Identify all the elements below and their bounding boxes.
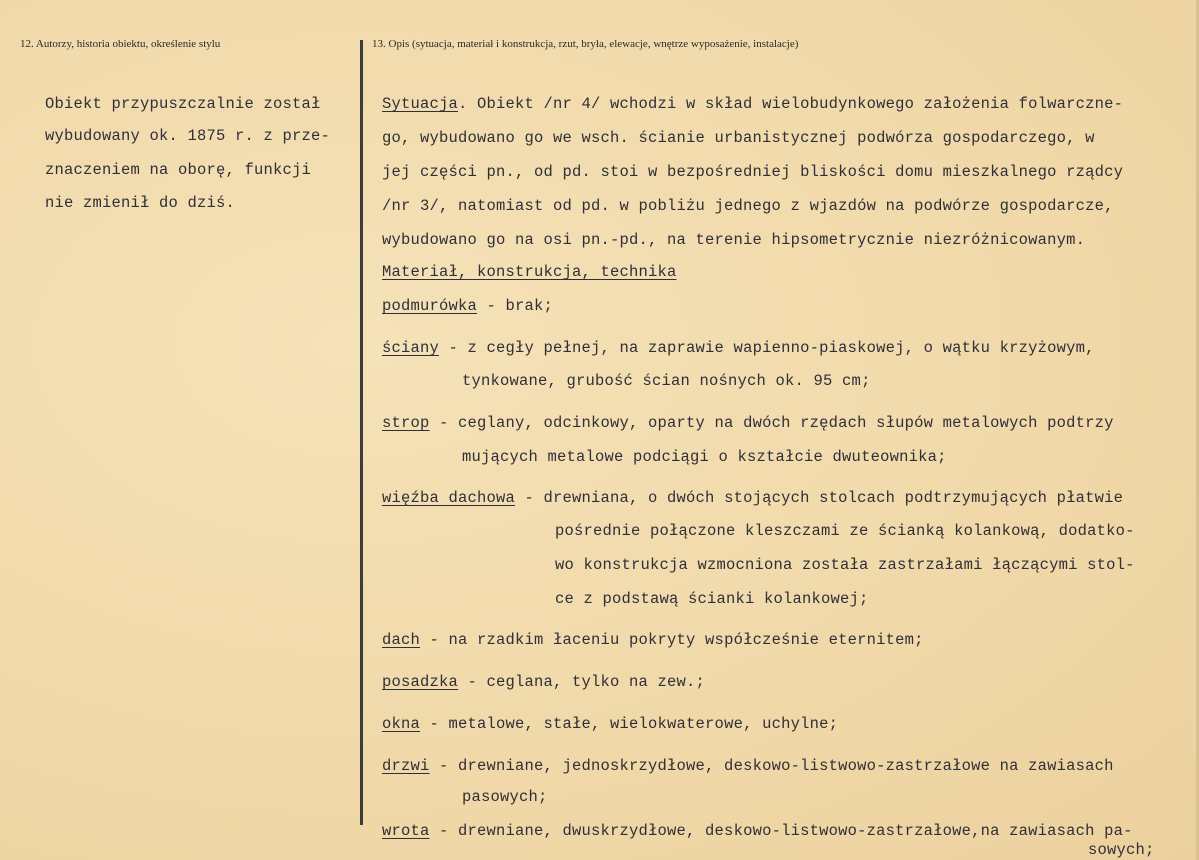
item-podmurowka [382, 299, 553, 315]
item-text: - drewniana, o dwóch stojących stolcach podtrzymujących płatwie [515, 489, 1124, 507]
history-line: wybudowany ok. 1875 r. z prze- [45, 127, 331, 145]
item-continuation: ce z podstawą ścianki kolankowej; [555, 590, 869, 608]
situation-line: wybudowano go na osi pn.-pd., na terenie hipsometrycznie niezróżnicowanym. [382, 231, 1086, 249]
item-strop [382, 416, 1114, 432]
item-label: posadzka [382, 673, 459, 691]
item-label: wrota [382, 822, 430, 840]
item-label: dach [382, 631, 421, 649]
history-line: znaczeniem na oborę, funkcji [45, 161, 312, 179]
item-text: - ceglana, tylko na zew.; [458, 673, 706, 691]
item-label: więźba dachowa [382, 489, 516, 507]
item-continuation: pośrednie połączone kleszczami ze ścianką kolankową, dodatko- [555, 522, 1135, 540]
item-label: drzwi [382, 757, 430, 775]
item-continuation: pasowych; [462, 788, 548, 806]
item-text: - metalowe, stałe, wielokwaterowe, uchylne; [420, 715, 839, 733]
item-okna [382, 717, 838, 733]
item-label: okna [382, 715, 421, 733]
situation-line: go, wybudowano go we wsch. ścianie urbanistycznej podwórza gospodarczego, w [382, 129, 1095, 147]
item-text: - ceglany, odcinkowy, oparty na dwóch rzędach słupów metalowych podtrzy [429, 414, 1114, 432]
item-label: ściany [382, 339, 440, 357]
item-text: - brak; [477, 297, 554, 315]
item-sciany [382, 341, 1095, 357]
item-label: podmurówka [382, 297, 478, 315]
item-continuation: wo konstrukcja wzmocniona została zastrzałami łączącymi stol- [555, 556, 1135, 574]
column-divider [360, 40, 363, 825]
situation-label: Sytuacja [382, 95, 459, 113]
item-wiezba [382, 491, 1123, 507]
item-dach [382, 633, 924, 649]
item-continuation: tynkowane, grubość ścian nośnych ok. 95 cm; [462, 372, 871, 390]
item-continuation: sowych; [1088, 841, 1155, 859]
item-wrota [382, 824, 1133, 840]
item-continuation: mujących metalowe podciągi o kształcie dwuteownika; [462, 448, 947, 466]
material-heading: Materiał, konstrukcja, technika [382, 263, 677, 281]
history-line: Obiekt przypuszczalnie został [45, 95, 321, 113]
item-text: - na rzadkim łaceniu pokryty współcześnie eternitem; [420, 631, 924, 649]
item-drzwi [382, 759, 1114, 775]
situation-line: jej części pn., od pd. stoi w bezpośredniej bliskości domu mieszkalnego rządcy [382, 163, 1124, 181]
item-text: - z cegły pełnej, na zaprawie wapienno-piaskowej, o wątku krzyżowym, [439, 339, 1095, 357]
item-posadzka [382, 675, 705, 691]
situation-text: . Obiekt /nr 4/ wchodzi w skład wielobudynkowego założenia folwarczne- [458, 95, 1124, 113]
section-13-header: 13. Opis (sytuacja, materiał i konstrukcja, rzut, bryła, elewacje, wnętrze wyposażenie, instalacje) [372, 38, 799, 50]
situation-line [382, 97, 1123, 113]
situation-line: /nr 3/, natomiast od pd. w pobliżu jednego z wjazdów na podwórze gospodarcze, [382, 197, 1114, 215]
item-label: strop [382, 414, 430, 432]
section-12-header: 12. Autorzy, historia obiektu, określenie stylu [20, 38, 221, 50]
item-text: - drewniane, dwuskrzydłowe, deskowo-listwowo-zastrzałowe,na zawiasach pa- [429, 822, 1133, 840]
history-line: nie zmienił do dziś. [45, 194, 236, 212]
item-text: - drewniane, jednoskrzydłowe, deskowo-listwowo-zastrzałowe na zawiasach [429, 757, 1114, 775]
